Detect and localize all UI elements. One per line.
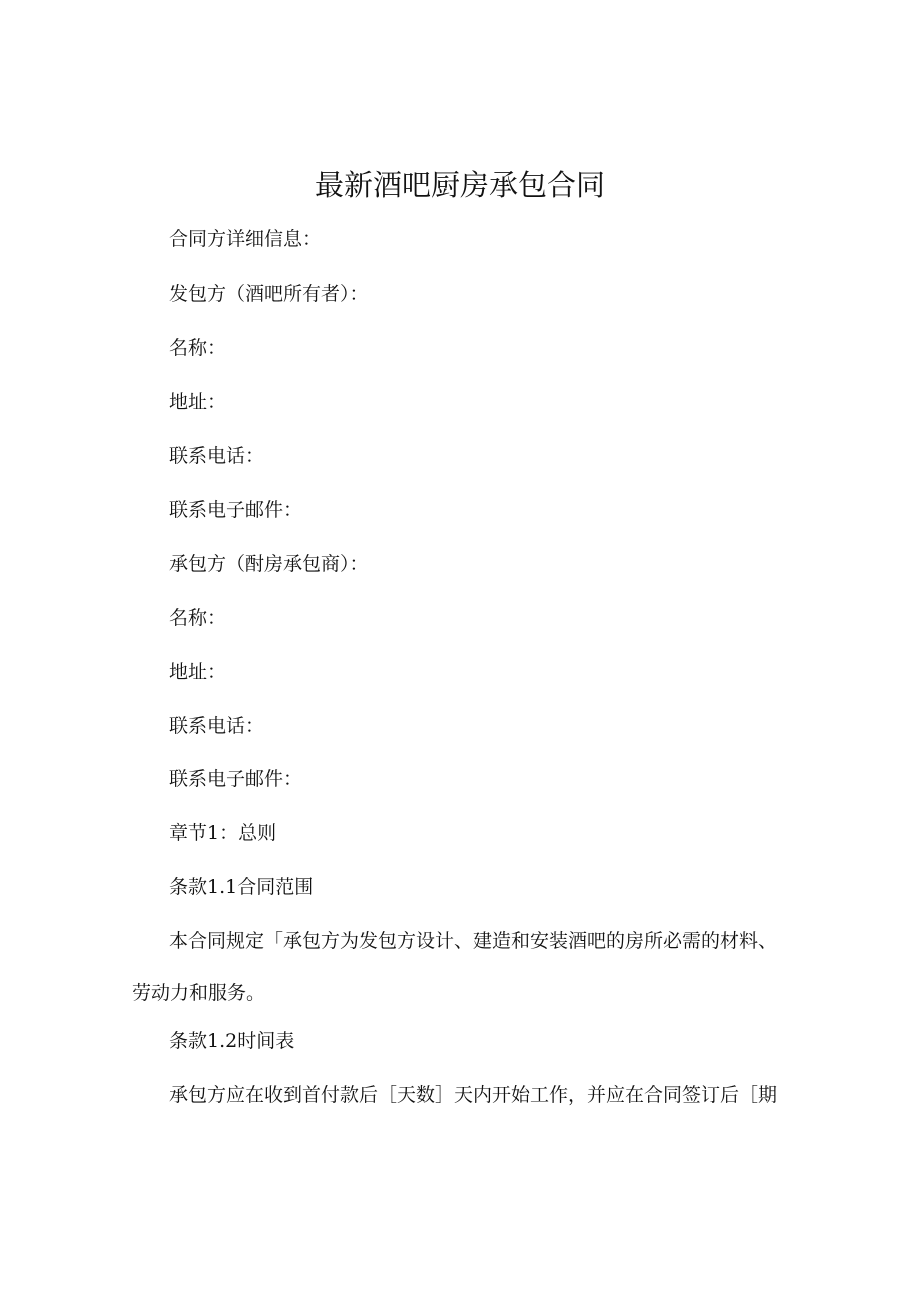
employer-heading: 发包方（酒吧所有者）： [169,283,369,305]
employer-name-label: 名称： [169,337,227,359]
employer-phone-label: 联系电话： [169,445,265,467]
party-details-heading: 合同方详细信息： [169,228,322,250]
clause-1-2-heading: 条款1.2时间表 [169,1030,295,1052]
document-title: 最新酒吧厨房承包合同 [314,168,605,202]
clause-1-1-heading: 条款1.1合同范围 [169,876,314,898]
employer-email-label: 联系电子邮件： [169,499,303,521]
contractor-email-label: 联系电子邮件： [169,768,303,790]
contractor-name-label: 名称： [169,607,227,629]
contractor-phone-label: 联系电话： [169,715,265,737]
schedule-paragraph: 承包方应在收到首付款后［天数］天内开始工作，并应在合同签订后［期 [169,1084,778,1106]
contractor-address-label: 地址： [169,661,227,683]
employer-address-label: 地址： [169,391,227,413]
scope-paragraph: 本合同规定「承包方为发包方设计、建造和安装酒吧的房所必需的材料、劳动力和服务。 [132,930,778,1004]
contractor-heading: 承包方（酎房承包商）： [169,553,369,575]
chapter-1-heading: 章节1：总则 [169,822,277,844]
